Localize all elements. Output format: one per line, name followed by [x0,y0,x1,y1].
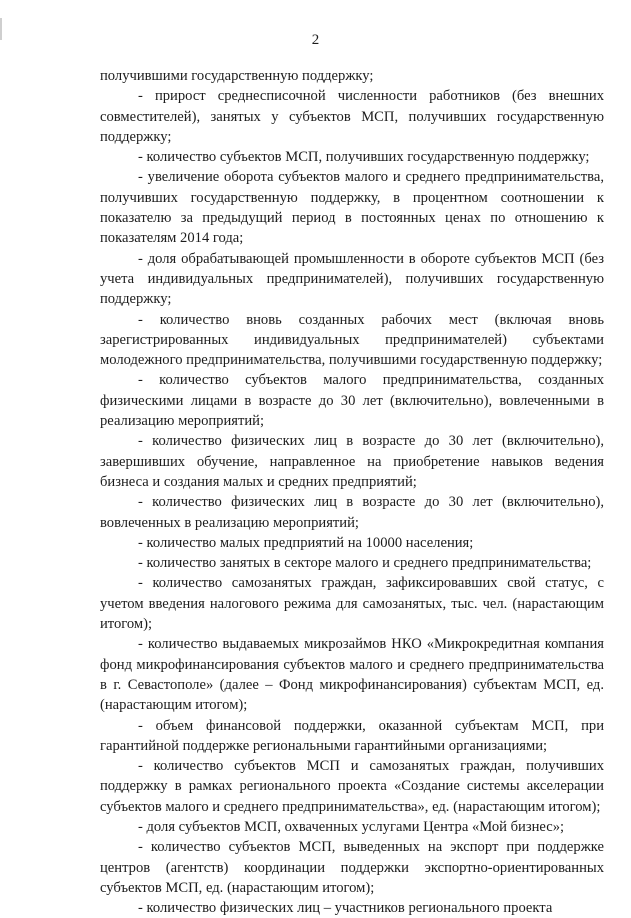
paragraph: - количество физических лиц – участников регионального проекта [138,900,553,917]
paragraph: - количество малых предприятий на 10000 населения; [138,534,474,551]
paragraph: - количество физических лиц в возрасте до 30 лет (включительно), вовлеченных в реализацию мероприятий; [100,494,604,531]
paragraph: - количество субъектов МСП, выведенных на экспорт при поддержке центров (агентств) координации поддержки экспортно-ориентированных субъектов МСП, ед. (нарастающим итогом); [100,839,604,896]
paragraph: - количество субъектов малого предпринимательства, созданных физическими лицами в возрасте до 30 лет (включительно), вовлеченными в реализацию мероприятий; [100,372,604,430]
paragraph: - количество субъектов МСП и самозанятых граждан, получивших поддержку в рамках регионального проекта «Создание системы акселерации субъектов малого и среднего предпринимательства», ед. (нарастающим итогом); [100,758,604,815]
paragraph: - прирост среднесписочной численности работников (без внешних совместителей), занятых у субъектов МСП, получивших государственную поддержку; [100,88,604,145]
paragraph: - количество занятых в секторе малого и среднего предпринимательства; [138,555,592,572]
paragraph: - количество субъектов МСП, получивших государственную поддержку; [138,149,590,166]
page-number: 2 [311,32,320,48]
paragraph: - количество самозанятых граждан, зафиксировавших свой статус, с учетом введения налогового режима для самозанятых, тыс. чел. (нарастающим итогом); [100,575,604,633]
paragraph: - количество выдаваемых микрозаймов НКО «Микрокредитная компания фонд микрофинансирования субъектов малого и среднего предпринимательства в г. Севастополе» (далее – Фонд микрофинансирования) субъектам МСП, ед. (нарастающим итогом); [100,636,604,714]
paragraph: - доля обрабатывающей промышленности в обороте субъектов МСП (без учета индивидуальных предпринимателей), получивших государственную поддержку; [100,250,604,308]
paragraph: получившими государственную поддержку; [100,68,374,84]
paragraph: - доля субъектов МСП, охваченных услугами Центра «Мой бизнес»; [138,818,565,835]
paragraph: - количество вновь созданных рабочих мест (включая вновь зарегистрированных индивидуальных предпринимателей) субъектами молодежного предпринимательства, получившими государственную поддержку; [100,311,604,369]
paragraph: - увеличение оборота субъектов малого и среднего предпринимательства, получивших государственную поддержку, в процентном соотношении к показателю за предыдущий период в постоянных ценах по отношению к показателям 2014 года; [100,169,604,247]
paragraph: - объем финансовой поддержки, оказанной субъектам МСП, при гарантийной поддержке региональными гарантийными организациями; [100,717,604,754]
paragraph: - количество физических лиц в возрасте до 30 лет (включительно), завершивших обучение, направленное на приобретение навыков ведения бизнеса и создания малых и средних предприятий; [100,433,604,490]
document-body [100,66,604,918]
